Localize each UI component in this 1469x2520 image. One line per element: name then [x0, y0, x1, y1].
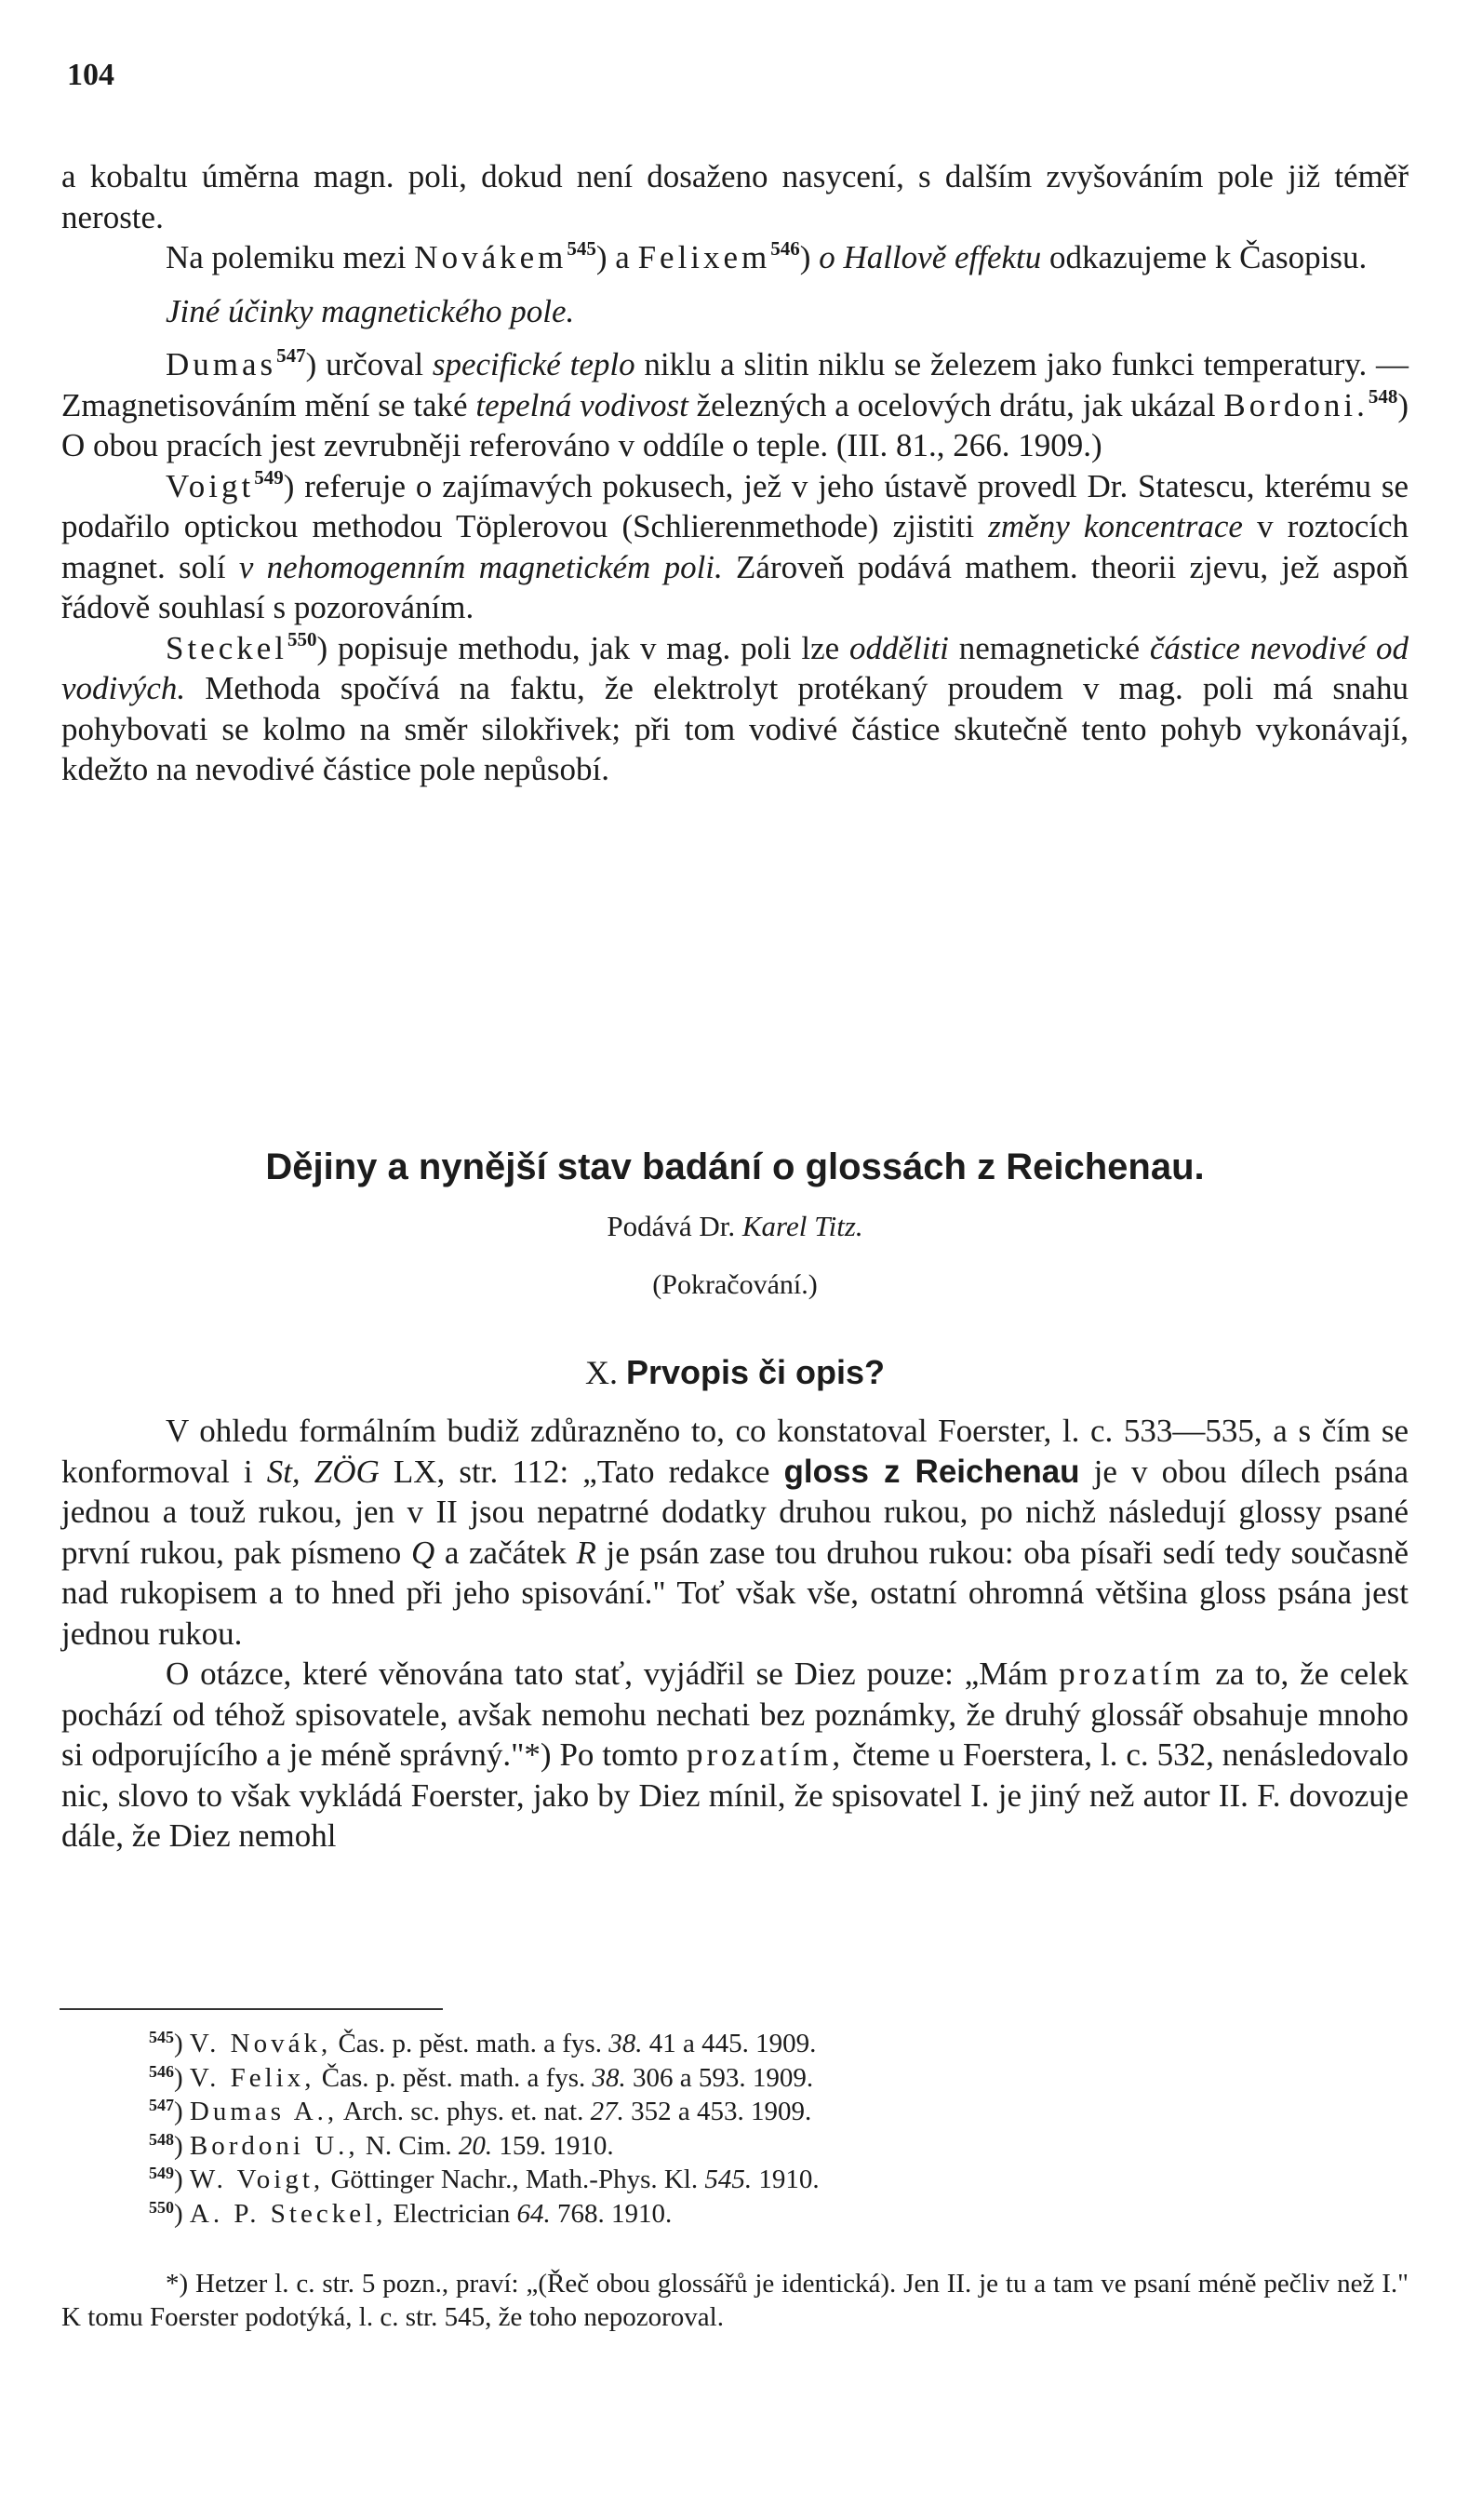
- article-byline: Podává Dr. Karel Titz.: [607, 1210, 863, 1242]
- star-footnote: *) Hetzer l. c. str. 5 pozn., praví: „(Řeč obou glossářů je identická). Jen II. je tu a tam ve psaní méně pečliv než I." K tomu Foerster podotýká, l. c. str. 545, že toho nepozoroval.: [61, 2269, 1409, 2332]
- section-heading: X. Prvopis či opis?: [584, 1353, 886, 1391]
- footnote-ref-545: 545: [567, 237, 596, 260]
- footnote-548: $^{548}$) Bordoni U., N. Cim. 20. 159. 1910.: [149, 2129, 614, 2161]
- footnote-550: $^{550}$) A. P. Steckel, Electrician 64. 768. 1910.: [149, 2197, 673, 2229]
- article-title: Dějiny a nynější stav badání o glossách z Reichenau.: [265, 1146, 1205, 1187]
- footnote-ref-546: 546: [770, 237, 800, 260]
- paragraph-formal: V ohledu formálním budiž zdůrazněno to, co konstatoval Foerster, l. c. 533—535, a s čím se konformoval i St, ZÖG LX, str. 112: „Tato redakce gloss z Reichenau je v obou dílech psána jednou a touž rukou, jen v II jsou nepatrné dodatky druhou rukou, po nichž následují glossy psané první rukou, pak písmeno Q a začátek R je psán zase tou druhou rukou: oba písaři sedí tedy současně nad rukopisem a to hned při jeho spisování." Toť však vše, ostatní ohromná většina gloss psána jest jednou rukou.: [61, 1413, 1409, 1652]
- footnote-ref-547: 547: [276, 344, 306, 367]
- paragraph-steckel: Steckel$^{550}$) popisuje methodu, jak v mag. poli lze odděliti nemagnetické částice nevodivé od vodivých. Methoda spočívá na faktu, že elektrolyt protékaný proudem v mag. poli má snahu pohybovati se kolmo na směr silokřivek; při tom vodivé částice skutečně tento pohyb vykonávají, kdežto na nevodivé částice pole nepůsobí.: [61, 627, 1409, 787]
- footnote-ref-549: 549: [254, 465, 284, 489]
- section-magnetic-text: [61, 156, 1409, 790]
- author-bordoni: Bordoni.: [1223, 386, 1369, 423]
- subheading-other-effects: Jiné účinky magnetického pole.: [166, 292, 575, 329]
- page-number: 104: [67, 58, 114, 92]
- paragraph-hall-effect: Na polemiku mezi Novákem$^{545}$) a Felixem$^{546}$) o Hallově effektu odkazujeme k Časopisu.: [166, 237, 1368, 275]
- section-glosses-text: [61, 1411, 1409, 1856]
- author-dumas: Dumas: [166, 346, 277, 382]
- footnotes: [149, 2027, 1358, 2231]
- author-voigt: Voigt: [166, 467, 255, 504]
- footnote-546: $^{546}$) V. Felix, Čas. p. pěst. math. a fys. 38. 306 a 593. 1909.: [149, 2061, 814, 2093]
- continuation-note: (Pokračování.): [652, 1269, 818, 1300]
- footnote-545: $^{545}$) V. Novák, Čas. p. pěst. math. a fys. 38. 41 a 445. 1909.: [149, 2028, 817, 2058]
- footnote-ref-548: 548: [1368, 384, 1398, 408]
- author-steckel: Steckel: [166, 629, 288, 666]
- footnote-divider: [60, 2008, 443, 2010]
- author-titz: Karel Titz.: [741, 1210, 863, 1242]
- footnote-ref-550: 550: [287, 627, 317, 650]
- author-novak: Novákem: [414, 239, 568, 275]
- author-felix: Felixem: [637, 239, 771, 275]
- paragraph-diez: O otázce, které věnována tato stať, vyjádřil se Diez pouze: „Mám prozatím za to, že celek pochází od téhož spisovatele, avšak nemohu nechati bez poznámky, že druhý glossář obsahuje mnoho si odporujícího a je méně správný."*) Po tomto prozatím, čteme u Foerstera, l. c. 532, nenásledovalo nic, slovo to však vykládá Foerster, jako by Diez mínil, že spisovatel I. je jiný než autor II. F. dovozuje dále, že Diez nemohl: [61, 1655, 1409, 1854]
- paragraph-voigt: Voigt$^{549}$) referuje o zajímavých pokusech, jež v jeho ústavě provedl Dr. Statescu, kterému se podařilo optickou methodou Töplerovou (Schlierenmethode) zjistiti změny koncentrace v roztocích magnet. solí v nehomogenním magnetickém poli. Zároveň podává mathem. theorii zjevu, jež aspoň řádově souhlasí s pozorováním.: [61, 465, 1409, 625]
- footnote-547: $^{547}$) Dumas A., Arch. sc. phys. et. nat. 27. 352 a 453. 1909.: [149, 2096, 812, 2126]
- paragraph-cobalt: a kobaltu úměrna magn. poli, dokud není dosaženo nasycení, s dalším zvyšováním pole již téměř neroste.: [61, 158, 1409, 235]
- paragraph-dumas: Dumas$^{547}$) určoval specifické teplo niklu a slitin niklu se železem jako funkci temperatury. — Zmagnetisováním mění se také tepelná vodivost železných a ocelových drátu, jak ukázal Bordoni.$^{548}$) O obou pracích jest zevrubněji referováno v oddíle o teple. (III. 81., 266. 1909.): [61, 344, 1409, 463]
- footnote-549: $^{549}$) W. Voigt, Göttinger Nachr., Math.-Phys. Kl. 545. 1910.: [149, 2164, 820, 2194]
